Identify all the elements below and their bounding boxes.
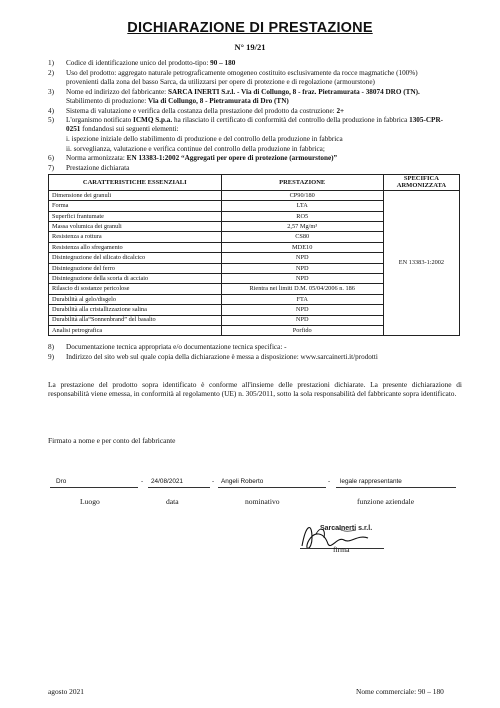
performance-cell: Porfido [221, 325, 383, 335]
performance-cell: MDE10 [221, 242, 383, 252]
item-number: 8) [48, 343, 54, 351]
page-title: DICHIARAZIONE DI PRESTAZIONE [127, 20, 373, 36]
certificate-number: 1305-CPR-0251 [66, 116, 444, 134]
date-underline [148, 487, 210, 488]
performance-cell: CP90/180 [221, 190, 383, 200]
item-3 [48, 88, 448, 106]
role-value: legale rappresentante [340, 478, 402, 485]
item-number: 2) [48, 68, 54, 77]
characteristic-cell: Durabilità alla“Sonnenbrand” del basalto [49, 315, 222, 325]
characteristic-cell: Disintegrazione della scoria di acciaio [49, 273, 222, 283]
performance-cell: NPD [221, 273, 383, 283]
characteristic-cell: Superfici frantumate [49, 211, 222, 221]
caption-signature: firma [333, 545, 350, 554]
declaration-number: N° 19/21 [234, 42, 266, 52]
table-row [49, 190, 460, 200]
characteristic-cell: Forma [49, 201, 222, 211]
item-bold: 2+ [336, 106, 345, 115]
item-text: Documentazione tecnica appropriata e/o documentazione tecnica specifica: - [66, 343, 287, 351]
manufacturer-name: SARCA INERTI S.r.l. - Via di Collungo, 8 - fraz. Pietramurata - 38074 DRO (TN). [167, 87, 420, 96]
caption-role: funzione aziendale [357, 497, 415, 506]
specification-cell: EN 13383-1:2002 [383, 190, 459, 335]
sub-item-i: i. ispezione iniziale dello stabilimento di produzione e del controllo della produzione in fabbrica [66, 135, 343, 143]
performance-cell: NPD [221, 315, 383, 325]
item-7 [48, 164, 448, 173]
item-number: 5) [48, 116, 54, 124]
notified-body: ICMQ S.p.a. [133, 116, 173, 124]
conformity-statement: La prestazione del prodotto sopra identificato è conforme all'insieme delle prestazioni dichiarate. La presente dichiarazione di responsabilità viene emessa, in conformità al regolamento (UE) n. 305/2011, sotto la sola responsabilità del fabbricante sopra identificato. [48, 380, 462, 399]
characteristic-cell: Resistenza allo sfregamento [49, 242, 222, 252]
svg-text:SarcaInerti s.r.l.: SarcaInerti s.r.l. [320, 525, 373, 532]
item-text: fondandosi sui seguenti elementi: [80, 125, 179, 134]
performance-cell: Rientra nei limiti D.M. 05/04/2006 n. 186 [221, 284, 383, 294]
item-text: Uso del prodotto: aggregato naturale petrograficamente omogeneo costituito esclusivamente da rocce magmatiche (100%) provenienti dalla zona del basso Sarca, da utilizzarsi per opere di protezione e di regolazione (armourstone) [66, 68, 418, 86]
footer-trade-name: Nome commerciale: 90 – 180 [356, 687, 444, 696]
signed-for-label: Firmato a nome e per conto del fabbricante [48, 436, 176, 445]
characteristic-cell: Dimensione dei granuli [49, 190, 222, 200]
field-separator: - [212, 478, 215, 485]
name-value: Angeli Roberto [221, 478, 264, 485]
performance-table [48, 174, 460, 336]
characteristic-cell: Massa volumica dei granuli [49, 221, 222, 231]
item-text: ha rilasciato il certificato di conformità del controllo della produzione in fabbrica [172, 116, 410, 124]
footer-date: agosto 2021 [48, 687, 84, 696]
name-underline [218, 487, 326, 488]
performance-cell: LTA [221, 201, 383, 211]
performance-cell: NPD [221, 253, 383, 263]
item-5 [48, 116, 448, 134]
field-separator: - [328, 478, 331, 485]
harmonized-standard: EN 13383-1:2002 “Aggregati per opere di protezione (armourstone)” [126, 154, 338, 162]
characteristic-cell: Rilascio di sostanze pericolose [49, 284, 222, 294]
item-number: 4) [48, 106, 54, 115]
characteristic-cell: Disintegrazione del ferro [49, 263, 222, 273]
characteristic-cell: Analisi petrografica [49, 325, 222, 335]
item-text: Sistema di valutazione e verifica della costanza della prestazione del prodotto da costruzione: [66, 106, 337, 115]
caption-date: data [166, 497, 179, 506]
characteristic-cell: Disintegrazione del silicato dicalcico [49, 253, 222, 263]
field-separator: - [141, 478, 144, 485]
item-6 [48, 154, 448, 163]
performance-cell: CS80 [221, 232, 383, 242]
item-number: 9) [48, 352, 54, 361]
item-2 [48, 69, 448, 87]
performance-cell: RO5 [221, 211, 383, 221]
performance-cell: NPD [221, 305, 383, 315]
characteristic-cell: Durabilità al gelo/disgelo [49, 294, 222, 304]
characteristic-cell: Durabilità alla cristallizzazione salina [49, 305, 222, 315]
item-4 [48, 107, 448, 116]
performance-cell: FTA [221, 294, 383, 304]
sub-item-ii: ii. sorveglianza, valutazione e verifica continue del controllo della produzione in fabbrica; [66, 144, 325, 153]
item-text: Codice di identificazione unico del prodotto-tipo: [66, 59, 211, 67]
header-specification: SPECIFICA ARMONIZZATA [383, 175, 459, 191]
item-8 [48, 343, 448, 352]
place-underline [50, 487, 138, 488]
caption-name: nominativo [245, 497, 280, 506]
item-number: 3) [48, 87, 54, 96]
item-text: L'organismo notificato [66, 116, 134, 124]
item-text: Norma armonizzata: [66, 154, 127, 162]
characteristic-cell: Resistenza a rottura [49, 232, 222, 242]
plant-address: Via di Collungo, 8 - Pietramurata di Dro (TN) [148, 96, 289, 105]
item-1 [48, 59, 448, 68]
item-text: Prestazione dichiarata [66, 163, 130, 172]
place-value: Dro [56, 478, 67, 485]
item-text: Stabilimento di produzione: [66, 96, 149, 105]
date-value: 24/08/2021 [151, 478, 183, 485]
role-underline [336, 487, 456, 488]
item-number: 7) [48, 163, 54, 172]
header-performance: PRESTAZIONE [221, 175, 383, 191]
header-characteristics: CARATTERISTICHE ESSENZIALI [49, 175, 222, 191]
item-number: 6) [48, 154, 54, 162]
item-bold: 90 – 180 [210, 59, 236, 67]
item-9 [48, 353, 448, 362]
item-number: 1) [48, 59, 54, 67]
item-text: Nome ed indirizzo del fabbricante: [66, 87, 168, 96]
performance-cell: NPD [221, 263, 383, 273]
table-header-row [49, 175, 460, 191]
performance-cell: 2,57 Mg/m³ [221, 221, 383, 231]
caption-place: Luogo [80, 497, 100, 506]
item-text: Indirizzo del sito web sul quale copia della dichiarazione è messa a disposizione: www.sarcainerti.it/prodotti [66, 352, 378, 361]
